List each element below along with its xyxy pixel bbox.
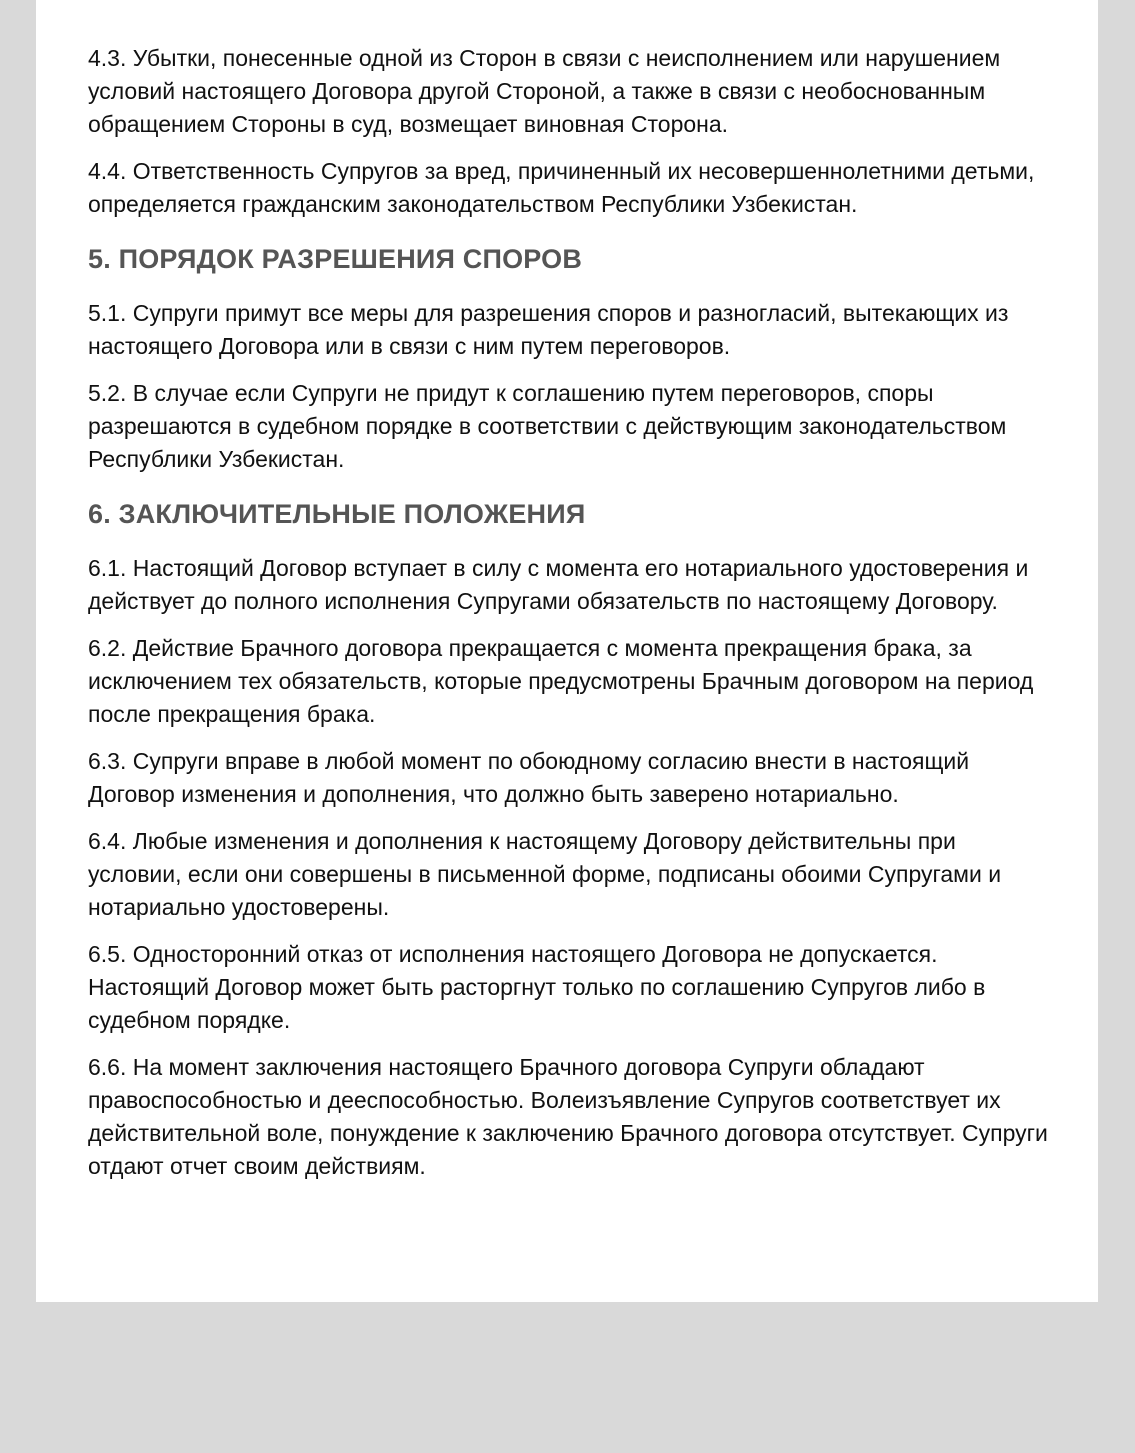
clause-6-1: 6.1. Настоящий Договор вступает в силу с момента его нотариального удостоверения и действует до полного исполнения Супругами обязательств по настоящему Договору. bbox=[88, 555, 1029, 614]
clause-4-4: 4.4. Ответственность Супругов за вред, причиненный их несовершеннолетними детьми, определяется гражданским законодательством Республики Узбекистан. bbox=[88, 158, 1035, 217]
clause-6-2: 6.2. Действие Брачного договора прекращается с момента прекращения брака, за исключением тех обязательств, которые предусмотрены Брачным договором на период после прекращения брака. bbox=[88, 635, 1034, 727]
clause-6-5: 6.5. Односторонний отказ от исполнения настоящего Договора не допускается. Настоящий Договор может быть расторгнут только по соглашению Супругов либо в судебном порядке. bbox=[88, 941, 986, 1033]
clause-5-2: 5.2. В случае если Супруги не придут к соглашению путем переговоров, споры разрешаются в судебном порядке в соответствии с действующим законодательством Республики Узбекистан. bbox=[88, 380, 1007, 472]
clause-6-3: 6.3. Супруги вправе в любой момент по обоюдному согласию внести в настоящий Договор изменения и дополнения, что должно быть заверено нотариально. bbox=[88, 748, 970, 807]
clause-5-1: 5.1. Супруги примут все меры для разрешения споров и разногласий, вытекающих из настоящего Договора или в связи с ним путем переговоров. bbox=[88, 300, 1009, 359]
clause-6-6: 6.6. На момент заключения настоящего Брачного договора Супруги обладают правоспособностью и дееспособностью. Волеизъявление Супругов соответствует их действительной воле, понуждение к заключению Брачного договора отсутствует. Супруги отдают отчет своим действиям. bbox=[88, 1054, 1048, 1179]
document-page bbox=[36, 0, 1098, 1302]
section-5-heading: 5. ПОРЯДОК РАЗРЕШЕНИЯ СПОРОВ bbox=[88, 244, 583, 274]
clause-6-4: 6.4. Любые изменения и дополнения к настоящему Договору действительны при условии, если они совершены в письменной форме, подписаны обоими Супругами и нотариально удостоверены. bbox=[88, 828, 1002, 920]
section-6-heading: 6. ЗАКЛЮЧИТЕЛЬНЫЕ ПОЛОЖЕНИЯ bbox=[88, 499, 586, 529]
clause-4-3: 4.3. Убытки, понесенные одной из Сторон в связи с неисполнением или нарушением условий настоящего Договора другой Стороной, а также в связи с необоснованным обращением Стороны в суд, возмещает виновная Сторона. bbox=[88, 45, 1001, 137]
